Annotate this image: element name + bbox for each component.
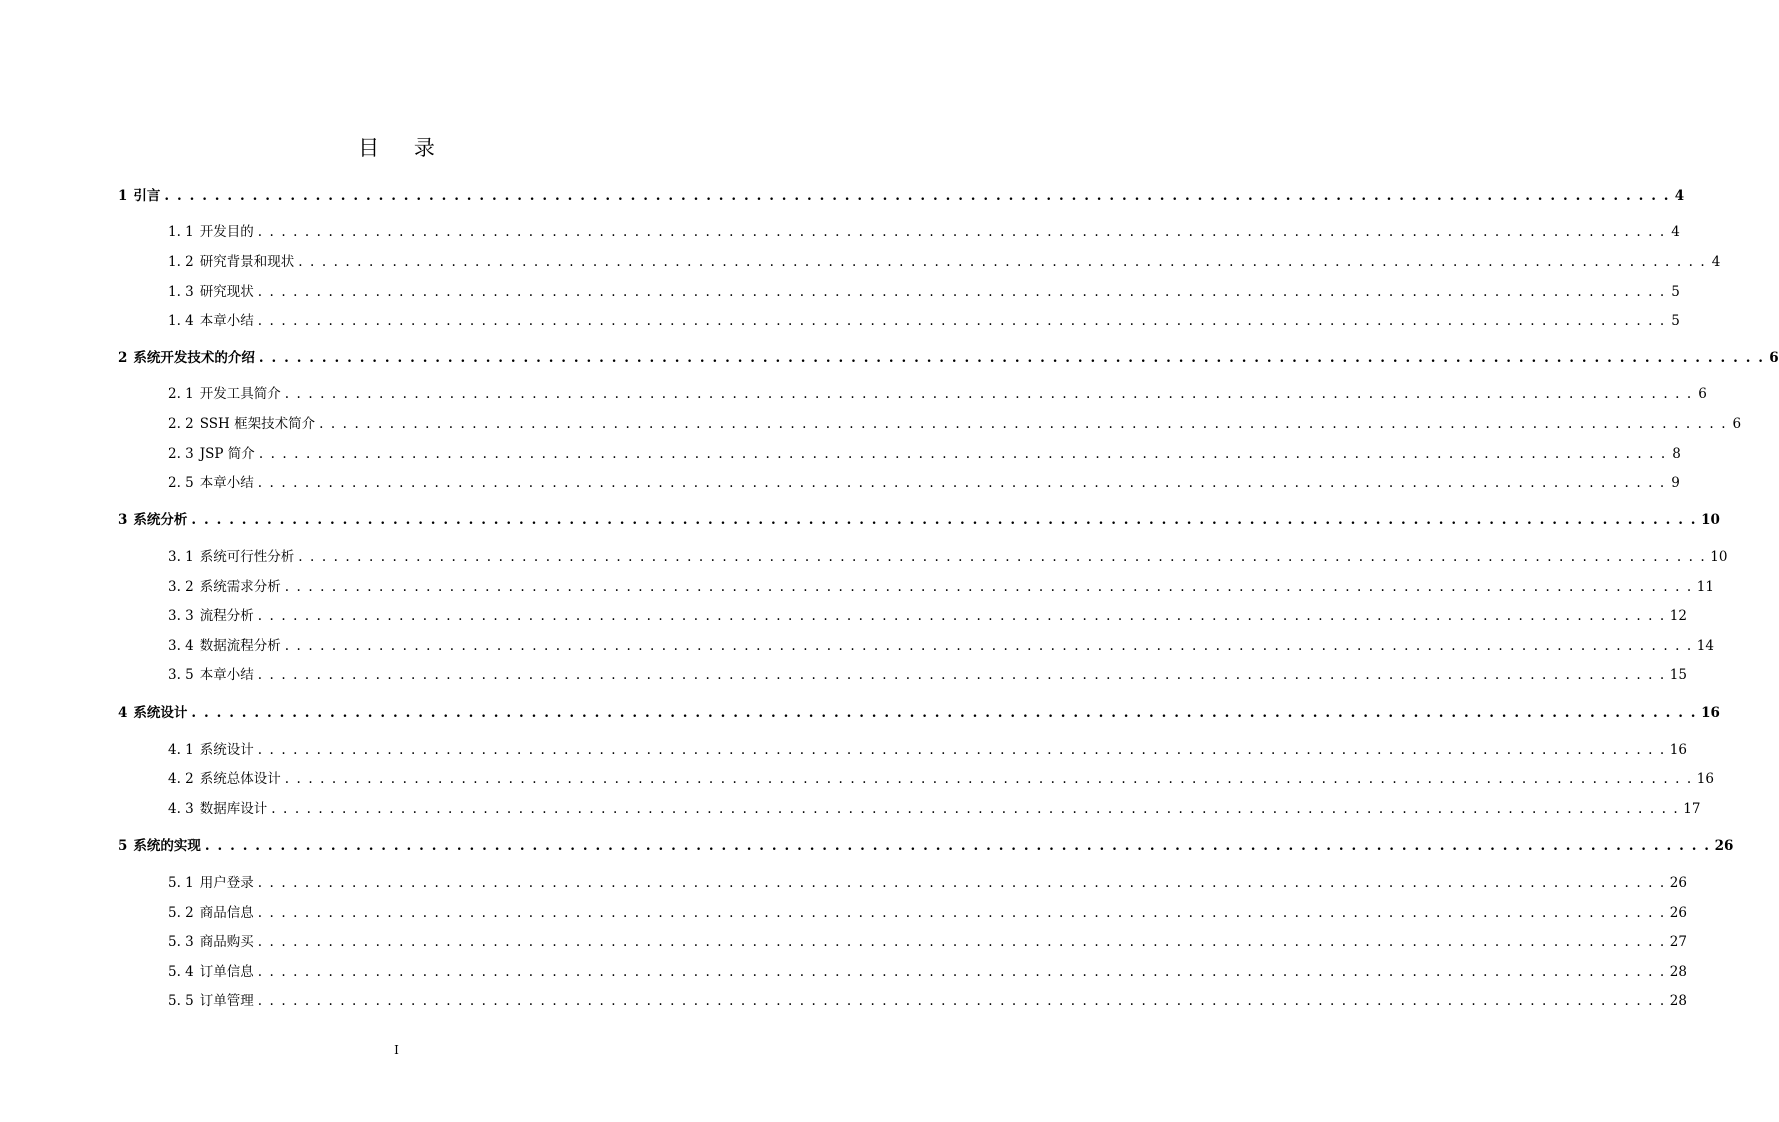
toc-entry-number: 3. 2 [168,579,194,595]
toc-section-entry[interactable] [168,282,1680,302]
toc-entry-page-number: 10 [1710,549,1728,565]
toc-section-entry[interactable] [168,384,1707,404]
dot-leader: . . . . . . . . . . . . . . . . . . . . . . . . . . . . . . . . . . . . . . . . . . . . . . . . . . . . . . . . . . . . . . . . . . . . . . . . . . . . . . . . . . . . . . . . . . . . . . . . . . . . . . . . . . . . . . . . . . . . . . . . [257,313,1666,329]
dot-leader: . . . . . . . . . . . . . . . . . . . . . . . . . . . . . . . . . . . . . . . . . . . . . . . . . . . . . . . . . . . . . . . . . . . . . . . . . . . . . . . . . . . . . . . . . . . . . . . . . . . . . . . . . . . . . . . . . . . . . . . . [284,638,1693,654]
dot-leader: . . . . . . . . . . . . . . . . . . . . . . . . . . . . . . . . . . . . . . . . . . . . . . . . . . . . . . . . . . . . . . . . . . . . . . . . . . . . . . . . . . . . . . . . . . . . . . . . . . . . . . . . . . . . . . . . . . . . . . . . [284,771,1693,787]
toc-entry-title: 研究背景和现状 [199,254,295,270]
toc-entry-page-number: 4 [1671,224,1680,240]
toc-entry-title: 流程分析 [199,608,254,624]
toc-entry-number: 5. 2 [168,905,194,921]
toc-entry-number: 3. 3 [168,608,194,624]
toc-entry-page-number: 6 [1769,350,1779,366]
toc-entry-title: 本章小结 [199,475,254,491]
toc-section-entry[interactable] [168,962,1687,982]
toc-entry-title: 商品信息 [199,905,254,921]
toc-entry-page-number: 26 [1669,875,1687,891]
toc-entry-title: 数据流程分析 [199,638,281,654]
dot-leader: . . . . . . . . . . . . . . . . . . . . . . . . . . . . . . . . . . . . . . . . . . . . . . . . . . . . . . . . . . . . . . . . . . . . . . . . . . . . . . . . . . . . . . . . . . . . . . . . . . . . . . . . . . . . . . . . . . . . . . . . [164,188,1671,204]
toc-entry-page-number: 5 [1671,313,1680,329]
toc-entry-title: 引言 [133,188,161,204]
toc-section-entry[interactable] [168,473,1680,493]
toc-entry-title: 开发目的 [199,224,254,240]
toc-entry-title: 系统分析 [133,512,188,528]
toc-entry-label [118,348,255,368]
toc-entry-page-number: 16 [1701,705,1720,721]
toc-entry-number: 3. 5 [168,667,194,683]
toc-entry-label [168,932,254,952]
dot-leader: . . . . . . . . . . . . . . . . . . . . . . . . . . . . . . . . . . . . . . . . . . . . . . . . . . . . . . . . . . . . . . . . . . . . . . . . . . . . . . . . . . . . . . . . . . . . . . . . . . . . . . . . . . . . . . . . . . . . . . . . [257,905,1666,921]
toc-section-entry[interactable] [168,606,1687,626]
toc-entry-title: 本章小结 [199,313,254,329]
dot-leader: . . . . . . . . . . . . . . . . . . . . . . . . . . . . . . . . . . . . . . . . . . . . . . . . . . . . . . . . . . . . . . . . . . . . . . . . . . . . . . . . . . . . . . . . . . . . . . . . . . . . . . . . . . . . . . . . . . . . . . . . [257,475,1666,491]
toc-entry-title: 系统设计 [133,705,188,721]
toc-chapter-entry[interactable] [118,186,1685,206]
toc-entry-page-number: 15 [1669,667,1687,683]
toc-entry-label [168,740,254,760]
toc-entry-label [168,547,294,567]
toc-entry-number: 2. 2 [168,416,194,432]
toc-entry-label [168,903,254,923]
toc-entry-number: 1. 3 [168,284,194,300]
toc-entry-page-number: 11 [1696,579,1714,595]
toc-entry-title: 订单信息 [199,964,254,980]
toc-entry-label [168,473,254,493]
toc-entry-number: 4. 2 [168,771,194,787]
dot-leader: . . . . . . . . . . . . . . . . . . . . . . . . . . . . . . . . . . . . . . . . . . . . . . . . . . . . . . . . . . . . . . . . . . . . . . . . . . . . . . . . . . . . . . . . . . . . . . . . . . . . . . . . . . . . . . . . . . . . . . . . [204,838,1711,854]
toc-entry-number: 2. 3 [168,446,194,462]
toc-entry-title: 商品购买 [199,934,254,950]
toc-chapter-entry[interactable] [118,836,1734,856]
toc-entry-label [118,836,201,856]
toc-entry-page-number: 12 [1669,608,1687,624]
toc-section-entry[interactable] [168,799,1701,819]
toc-entry-label [168,384,281,404]
toc-entry-number: 4. 1 [168,742,194,758]
toc-entry-page-number: 16 [1669,742,1687,758]
toc-entry-page-number: 27 [1669,934,1687,950]
toc-entry-page-number: 28 [1669,964,1687,980]
toc-entry-title: 研究现状 [199,284,254,300]
toc-entry-title: 数据库设计 [199,801,268,817]
toc-chapter-entry[interactable] [118,703,1720,723]
toc-entry-page-number: 26 [1669,905,1687,921]
toc-entry-number: 2. 5 [168,475,194,491]
dot-leader: . . . . . . . . . . . . . . . . . . . . . . . . . . . . . . . . . . . . . . . . . . . . . . . . . . . . . . . . . . . . . . . . . . . . . . . . . . . . . . . . . . . . . . . . . . . . . . . . . . . . . . . . . . . . . . . . . . . . . . . . [298,549,1707,565]
dot-leader: . . . . . . . . . . . . . . . . . . . . . . . . . . . . . . . . . . . . . . . . . . . . . . . . . . . . . . . . . . . . . . . . . . . . . . . . . . . . . . . . . . . . . . . . . . . . . . . . . . . . . . . . . . . . . . . . . . . . . . . . [257,608,1666,624]
toc-entry-number: 5. 5 [168,993,194,1009]
dot-leader: . . . . . . . . . . . . . . . . . . . . . . . . . . . . . . . . . . . . . . . . . . . . . . . . . . . . . . . . . . . . . . . . . . . . . . . . . . . . . . . . . . . . . . . . . . . . . . . . . . . . . . . . . . . . . . . . . . . . . . . . [257,934,1666,950]
toc-section-entry[interactable] [168,414,1742,434]
toc-entry-page-number: 5 [1671,284,1680,300]
toc-entry-page-number: 6 [1732,416,1742,432]
page-title: 目 录 [358,136,449,160]
toc-entry-title: JSP 简介 [199,446,255,462]
toc-section-entry[interactable] [168,665,1687,685]
toc-entry-label [168,799,267,819]
toc-entry-title: 系统开发技术的介绍 [133,350,255,366]
dot-leader: . . . . . . . . . . . . . . . . . . . . . . . . . . . . . . . . . . . . . . . . . . . . . . . . . . . . . . . . . . . . . . . . . . . . . . . . . . . . . . . . . . . . . . . . . . . . . . . . . . . . . . . . . . . . . . . . . . . . . . . . [257,224,1666,240]
toc-chapter-entry[interactable] [118,348,1779,368]
toc-entry-number: 3. 1 [168,549,194,565]
toc-entry-page-number: 14 [1696,638,1714,654]
dot-leader: . . . . . . . . . . . . . . . . . . . . . . . . . . . . . . . . . . . . . . . . . . . . . . . . . . . . . . . . . . . . . . . . . . . . . . . . . . . . . . . . . . . . . . . . . . . . . . . . . . . . . . . . . . . . . . . . . . . . . . . . [298,254,1707,270]
toc-entry-title: 开发工具简介 [199,386,281,402]
toc-entry-label [168,577,281,597]
toc-entry-number: 4. 3 [168,801,194,817]
page-number-footer: I [394,1043,399,1057]
toc-entry-page-number: 4 [1674,188,1685,204]
toc-entry-label [118,186,160,206]
toc-entry-page-number: 28 [1669,993,1687,1009]
toc-entry-page-number: 6 [1698,386,1707,402]
toc-entry-number: 1. 2 [168,254,194,270]
toc-section-entry[interactable] [168,991,1687,1011]
toc-entry-label [168,222,254,242]
toc-entry-page-number: 10 [1701,512,1720,528]
dot-leader: . . . . . . . . . . . . . . . . . . . . . . . . . . . . . . . . . . . . . . . . . . . . . . . . . . . . . . . . . . . . . . . . . . . . . . . . . . . . . . . . . . . . . . . . . . . . . . . . . . . . . . . . . . . . . . . . . . . . . . . . [191,705,1698,721]
dot-leader: . . . . . . . . . . . . . . . . . . . . . . . . . . . . . . . . . . . . . . . . . . . . . . . . . . . . . . . . . . . . . . . . . . . . . . . . . . . . . . . . . . . . . . . . . . . . . . . . . . . . . . . . . . . . . . . . . . . . . . . . [257,875,1666,891]
toc-section-entry[interactable] [168,444,1681,464]
toc-entry-title: 系统的实现 [133,838,201,854]
toc-entry-page-number: 8 [1672,446,1681,462]
toc-entry-title: 系统需求分析 [199,579,281,595]
dot-leader: . . . . . . . . . . . . . . . . . . . . . . . . . . . . . . . . . . . . . . . . . . . . . . . . . . . . . . . . . . . . . . . . . . . . . . . . . . . . . . . . . . . . . . . . . . . . . . . . . . . . . . . . . . . . . . . . . . . . . . . . [258,446,1667,462]
toc-section-entry[interactable] [168,740,1687,760]
toc-entry-number: 5. 4 [168,964,194,980]
toc-section-entry[interactable] [168,932,1687,952]
toc-entry-page-number: 26 [1714,838,1734,854]
dot-leader: . . . . . . . . . . . . . . . . . . . . . . . . . . . . . . . . . . . . . . . . . . . . . . . . . . . . . . . . . . . . . . . . . . . . . . . . . . . . . . . . . . . . . . . . . . . . . . . . . . . . . . . . . . . . . . . . . . . . . . . . [257,993,1666,1009]
dot-leader: . . . . . . . . . . . . . . . . . . . . . . . . . . . . . . . . . . . . . . . . . . . . . . . . . . . . . . . . . . . . . . . . . . . . . . . . . . . . . . . . . . . . . . . . . . . . . . . . . . . . . . . . . . . . . . . . . . . . . . . . [257,284,1666,300]
toc-entry-label [168,636,281,656]
toc-entry-label [168,444,255,464]
toc-entry-label [168,606,254,626]
toc-entry-page-number: 17 [1683,801,1701,817]
toc-entry-number: 5. 1 [168,875,194,891]
toc-section-entry[interactable] [168,547,1728,567]
toc-entry-number: 5. 3 [168,934,194,950]
dot-leader: . . . . . . . . . . . . . . . . . . . . . . . . . . . . . . . . . . . . . . . . . . . . . . . . . . . . . . . . . . . . . . . . . . . . . . . . . . . . . . . . . . . . . . . . . . . . . . . . . . . . . . . . . . . . . . . . . . . . . . . . [257,964,1666,980]
toc-section-entry[interactable] [168,252,1721,272]
toc-entry-label [168,873,254,893]
toc-entry-label [168,282,254,302]
toc-entry-label [118,703,187,723]
toc-section-entry[interactable] [168,769,1714,789]
toc-entry-page-number: 9 [1671,475,1680,491]
toc-entry-number: 1 [118,188,128,204]
toc-entry-label [168,414,315,434]
toc-entry-label [168,665,254,685]
toc-section-entry[interactable] [168,311,1680,331]
toc-entry-title: 本章小结 [199,667,254,683]
dot-leader: . . . . . . . . . . . . . . . . . . . . . . . . . . . . . . . . . . . . . . . . . . . . . . . . . . . . . . . . . . . . . . . . . . . . . . . . . . . . . . . . . . . . . . . . . . . . . . . . . . . . . . . . . . . . . . . . . . . . . . . . [258,350,1765,366]
dot-leader: . . . . . . . . . . . . . . . . . . . . . . . . . . . . . . . . . . . . . . . . . . . . . . . . . . . . . . . . . . . . . . . . . . . . . . . . . . . . . . . . . . . . . . . . . . . . . . . . . . . . . . . . . . . . . . . . . . . . . . . . [319,416,1728,432]
toc-entry-label [168,311,254,331]
toc-entry-number: 1. 1 [168,224,194,240]
toc-entry-number: 4 [118,705,128,721]
toc-entry-number: 2 [118,350,128,366]
toc-entry-title: 系统设计 [199,742,254,758]
toc-entry-title: 系统总体设计 [199,771,281,787]
toc-entry-number: 5 [118,838,128,854]
toc-section-entry[interactable] [168,222,1680,242]
toc-entry-label [168,769,281,789]
toc-entry-title: SSH 框架技术简介 [199,416,316,432]
dot-leader: . . . . . . . . . . . . . . . . . . . . . . . . . . . . . . . . . . . . . . . . . . . . . . . . . . . . . . . . . . . . . . . . . . . . . . . . . . . . . . . . . . . . . . . . . . . . . . . . . . . . . . . . . . . . . . . . . . . . . . . . [257,742,1666,758]
toc-entry-label [168,991,254,1011]
toc-entry-title: 用户登录 [199,875,254,891]
toc-entry-number: 2. 1 [168,386,194,402]
toc-entry-label [118,510,187,530]
toc-entry-label [168,962,254,982]
toc-entry-number: 3 [118,512,128,528]
toc-entry-title: 订单管理 [199,993,254,1009]
toc-entry-number: 3. 4 [168,638,194,654]
toc-entry-label [168,252,294,272]
toc-chapter-entry[interactable] [118,510,1720,530]
dot-leader: . . . . . . . . . . . . . . . . . . . . . . . . . . . . . . . . . . . . . . . . . . . . . . . . . . . . . . . . . . . . . . . . . . . . . . . . . . . . . . . . . . . . . . . . . . . . . . . . . . . . . . . . . . . . . . . . . . . . . . . . [191,512,1698,528]
toc-entry-page-number: 4 [1711,254,1721,270]
dot-leader: . . . . . . . . . . . . . . . . . . . . . . . . . . . . . . . . . . . . . . . . . . . . . . . . . . . . . . . . . . . . . . . . . . . . . . . . . . . . . . . . . . . . . . . . . . . . . . . . . . . . . . . . . . . . . . . . . . . . . . . . [284,386,1693,402]
dot-leader: . . . . . . . . . . . . . . . . . . . . . . . . . . . . . . . . . . . . . . . . . . . . . . . . . . . . . . . . . . . . . . . . . . . . . . . . . . . . . . . . . . . . . . . . . . . . . . . . . . . . . . . . . . . . . . . . . . . . . . . . [284,579,1693,595]
toc-section-entry[interactable] [168,577,1714,597]
toc-section-entry[interactable] [168,873,1687,893]
toc-entry-number: 1. 4 [168,313,194,329]
toc-entry-page-number: 16 [1696,771,1714,787]
dot-leader: . . . . . . . . . . . . . . . . . . . . . . . . . . . . . . . . . . . . . . . . . . . . . . . . . . . . . . . . . . . . . . . . . . . . . . . . . . . . . . . . . . . . . . . . . . . . . . . . . . . . . . . . . . . . . . . . . . . . . . . . [257,667,1666,683]
toc-section-entry[interactable] [168,903,1687,923]
dot-leader: . . . . . . . . . . . . . . . . . . . . . . . . . . . . . . . . . . . . . . . . . . . . . . . . . . . . . . . . . . . . . . . . . . . . . . . . . . . . . . . . . . . . . . . . . . . . . . . . . . . . . . . . . . . . . . . . . . . . . . . . [271,801,1680,817]
toc-section-entry[interactable] [168,636,1714,656]
toc-entry-title: 系统可行性分析 [199,549,295,565]
